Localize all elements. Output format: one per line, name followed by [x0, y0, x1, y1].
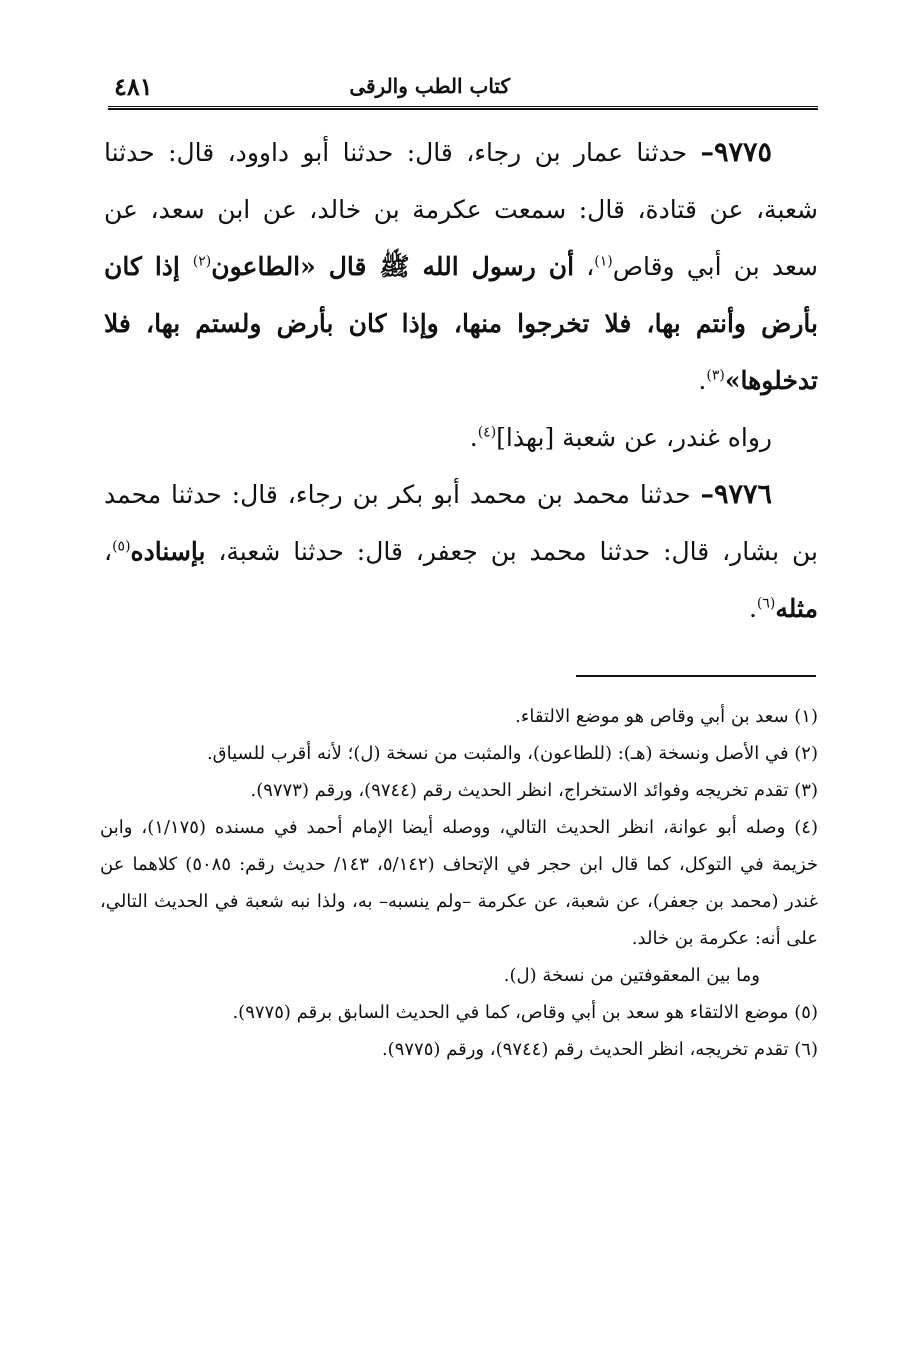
footnote-2: (٢) في الأصل ونسخة (هـ): (للطاعون)، والمثبت من نسخة (ل)؛ لأنه أقرب للسياق.	[206, 743, 818, 764]
hadith-9775	[104, 124, 818, 409]
main-text	[104, 124, 818, 637]
hadith-end: .	[698, 366, 707, 395]
hadith-9776	[104, 466, 818, 637]
footnote-ref: (٥)	[112, 538, 131, 555]
hadith-matn: إذا كان بأرض وأنتم بها، فلا تخرجوا منها، وإذا كان بأرض ولستم بها، فلا تدخلوها»	[104, 252, 818, 395]
footnote-4-continuation: وما بين المعقوفتين من نسخة (ل).	[503, 965, 760, 986]
footnote-4: (٤) وصله أبو عوانة، انظر الحديث التالي، ووصله أيضا الإمام أحمد في مسنده (١/١٧٥)، وابن خزيمة في التوكل، كما قال ابن حجر في الإتحاف (٥/١٤٢، ١٤٣/ حديث رقم: ٥٠٨٥) كلاهما عن غندر (محمد بن جعفر)، عن شعبة، عن عكرمة –ولم ينسبه– به، ولذا نبه شعبة في الحديث التالي، على أنه: عكرمة بن خالد.	[100, 817, 818, 949]
hadith-matn: أن رسول الله ﷺ قال «الطاعون	[211, 252, 575, 281]
footnote-3: (٣) تقدم تخريجه وفوائد الاستخراج، انظر الحديث رقم (٩٧٤٤)، ورقم (٩٧٧٣).	[250, 780, 818, 801]
footnote-ref: (١)	[594, 253, 613, 270]
hadith-number: ٩٧٧٦–	[700, 479, 772, 510]
footnotes	[100, 698, 818, 1068]
hadith-text: ،	[574, 252, 595, 281]
hadith-matn: بإسناده	[130, 537, 206, 566]
footnote-separator	[576, 675, 816, 677]
footnote-6: (٦) تقدم تخريجه، انظر الحديث رقم (٩٧٤٤)، ورقم (٩٧٧٥).	[381, 1039, 818, 1060]
footnote-5: (٥) موضع الالتقاء هو سعد بن أبي وقاص، كما في الحديث السابق برقم (٩٧٧٥).	[232, 1002, 818, 1023]
hadith-end: .	[748, 594, 757, 623]
hadith-number: ٩٧٧٥–	[700, 137, 772, 168]
hadith-text: حدثنا محمد بن محمد أبو بكر بن رجاء، قال: حدثنا محمد بن بشار، قال: حدثنا محمد بن جعفر، قال: حدثنا شعبة،	[104, 480, 818, 566]
hadith-text: حدثنا عمار بن رجاء، قال: حدثنا أبو داوود، قال: حدثنا شعبة، عن قتادة، قال: سمعت عكرمة بن خالد، عن ابن سعد، عن سعد بن أبي وقاص	[104, 138, 818, 281]
footnote-ref: (٤)	[477, 424, 497, 441]
riwaya-note	[104, 409, 818, 466]
footnote-ref: (٣)	[706, 367, 725, 384]
riwaya-end: .	[469, 423, 478, 452]
running-title: كتاب الطب والرقى	[349, 74, 510, 98]
hadith-text: ،	[104, 537, 113, 566]
footnote-ref: (٦)	[756, 595, 776, 612]
hadith-matn: مثله	[775, 594, 818, 623]
riwaya-text: رواه غندر، عن شعبة [بهذا]	[496, 423, 772, 452]
page-header	[108, 72, 816, 108]
page-number: ٤٨١	[114, 72, 153, 101]
footnote-1: (١) سعد بن أبي وقاص هو موضع الالتقاء.	[515, 706, 818, 727]
header-rule	[108, 106, 818, 110]
footnote-ref: (٢)	[192, 253, 212, 270]
